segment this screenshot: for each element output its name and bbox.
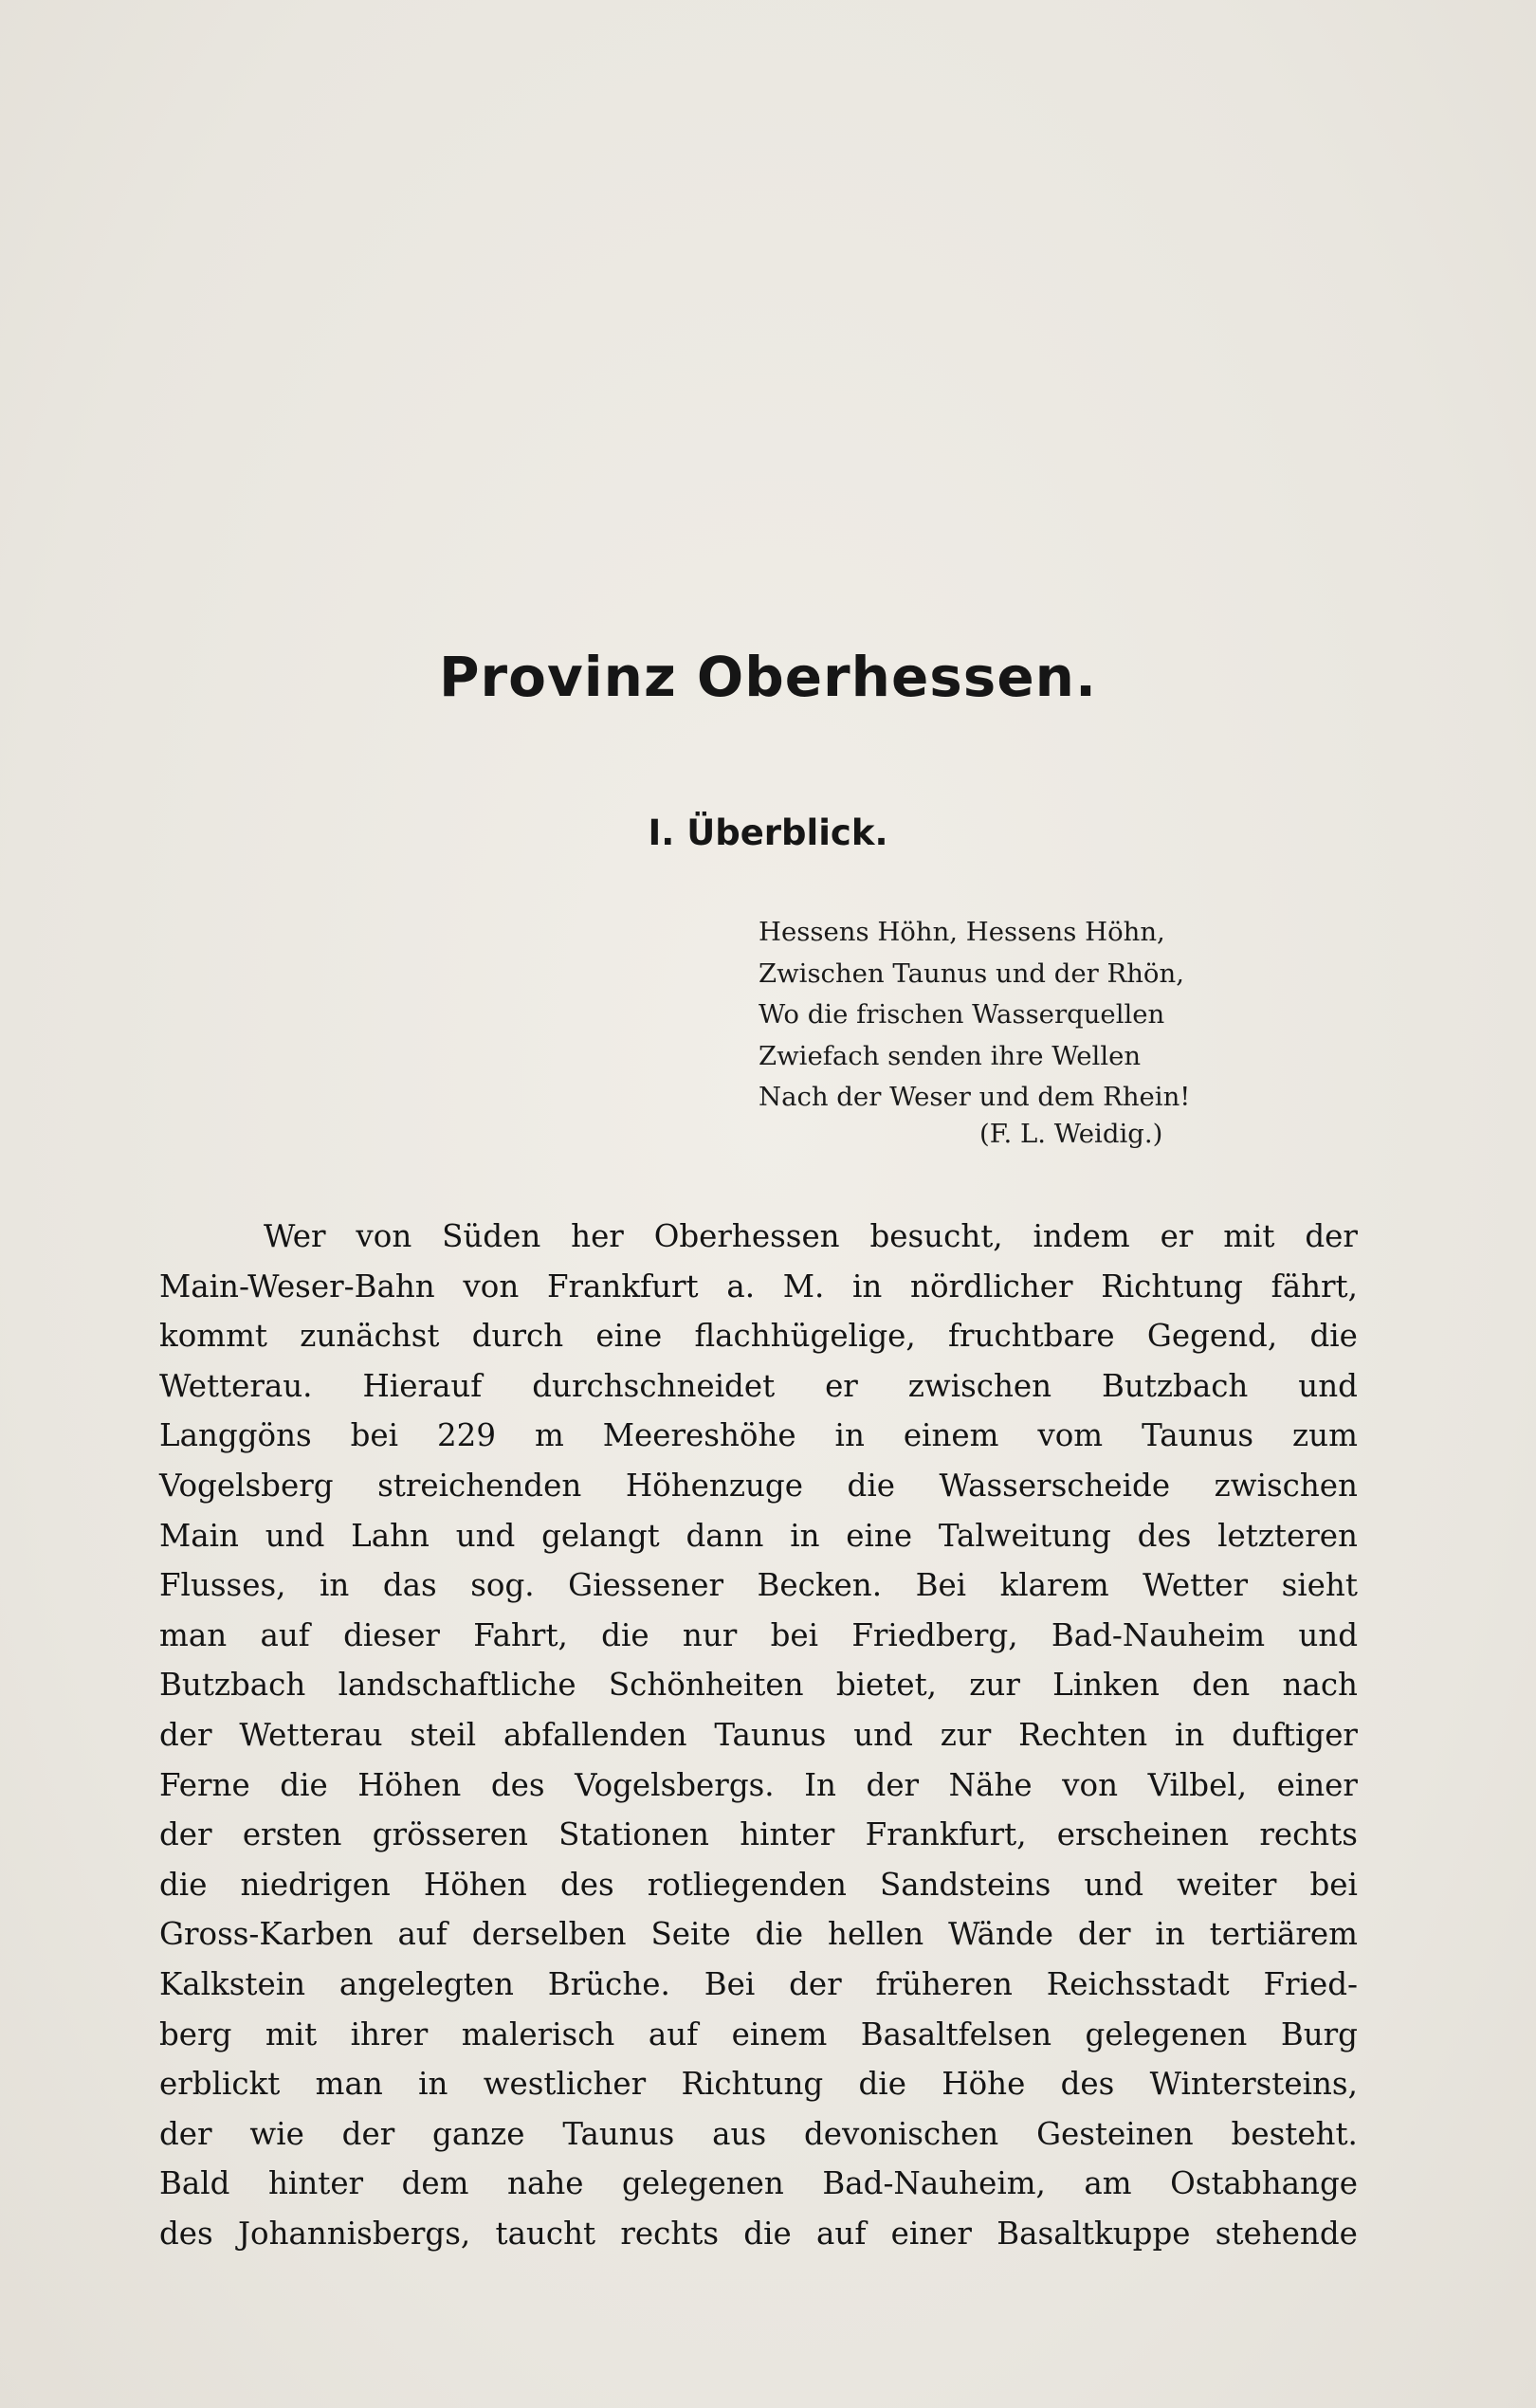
body-word: aus — [712, 2115, 767, 2152]
body-word: Seite — [650, 1916, 731, 1953]
body-line — [159, 2209, 1358, 2259]
body-word: und — [1084, 1866, 1144, 1903]
body-word: Kalkstein — [159, 1965, 306, 2002]
body-word: von — [463, 1268, 520, 1304]
body-word: die — [601, 1616, 649, 1653]
body-word: Richtung — [1101, 1268, 1243, 1304]
body-word: Höhenzuge — [625, 1467, 803, 1504]
body-word: hellen — [828, 1916, 924, 1953]
body-word: streichenden — [377, 1467, 582, 1504]
body-word: einem — [903, 1417, 999, 1454]
body-word: früheren — [875, 1965, 1013, 2002]
body-word: letzteren — [1217, 1517, 1358, 1554]
body-word: rechts — [620, 2215, 720, 2252]
body-word: auf — [397, 1916, 448, 1953]
body-line — [159, 1960, 1358, 2010]
body-word: In — [804, 1766, 836, 1803]
body-word: besteht. — [1231, 2115, 1358, 2152]
body-word: der — [159, 2115, 212, 2152]
body-word: Langgöns — [159, 1417, 312, 1454]
body-word: auf — [260, 1616, 310, 1653]
body-word: Taunus — [1142, 1417, 1254, 1454]
body-word: eine — [846, 1517, 913, 1554]
body-word: bei — [770, 1616, 819, 1653]
body-word: berg — [159, 2016, 232, 2052]
body-line — [159, 2109, 1358, 2160]
body-word: Höhen — [423, 1866, 527, 1903]
body-word: gelegenen — [622, 2165, 784, 2202]
body-word: sog. — [470, 1567, 535, 1604]
body-word: besucht, — [869, 1218, 1003, 1254]
body-word: Oberhessen — [653, 1218, 840, 1254]
body-word: Frankfurt, — [865, 1816, 1027, 1853]
poem-line: Nach der Weser und dem Rhein! — [759, 1082, 1191, 1112]
body-word: man — [159, 1616, 228, 1653]
body-word: m — [534, 1417, 564, 1454]
body-word: der — [159, 1816, 212, 1853]
body-word: Burg — [1280, 2016, 1358, 2052]
body-word: her — [571, 1218, 624, 1254]
body-word: einem — [731, 2016, 828, 2052]
body-word: die — [847, 1467, 895, 1504]
body-word: Flusses, — [159, 1567, 286, 1604]
body-word: Höhe — [942, 2066, 1026, 2103]
body-word: zwischen — [907, 1367, 1052, 1404]
page-title: Provinz Oberhessen. — [439, 645, 1097, 709]
body-word: in — [790, 1517, 820, 1554]
body-word: westlicher — [483, 2066, 647, 2103]
body-word: Gross-Karben — [159, 1916, 374, 1953]
body-word: Ferne — [159, 1766, 250, 1803]
body-word: der — [1305, 1218, 1358, 1254]
body-word: kommt — [159, 1318, 267, 1355]
body-word: einer — [890, 2215, 972, 2252]
body-word: in — [834, 1417, 865, 1454]
body-line — [159, 1262, 1358, 1312]
body-word: Butzbach — [159, 1667, 306, 1704]
body-line — [159, 1611, 1358, 1661]
body-word: indem — [1033, 1218, 1130, 1254]
body-word: Taunus — [714, 1716, 827, 1753]
body-line — [159, 1212, 1358, 1262]
body-word: Richtung — [681, 2066, 824, 2103]
body-word: Bad-Nauheim — [1051, 1616, 1266, 1653]
body-line — [159, 2059, 1358, 2109]
body-word: fruchtbare — [947, 1318, 1115, 1355]
body-word: derselben — [471, 1916, 627, 1953]
body-word: am — [1084, 2165, 1132, 2202]
body-word: ersten — [242, 1816, 342, 1853]
body-word: man — [315, 2066, 383, 2103]
body-word: Hierauf — [362, 1367, 483, 1404]
body-word: Linken — [1052, 1667, 1160, 1704]
body-word: die — [858, 2066, 906, 2103]
body-word: Süden — [442, 1218, 541, 1254]
body-word: angelegten — [338, 1965, 514, 2002]
body-word: Becken. — [757, 1567, 883, 1604]
body-word: Wasserscheide — [939, 1467, 1171, 1504]
body-word: taucht — [495, 2215, 596, 2252]
body-word: die — [755, 1916, 804, 1953]
body-word: und — [853, 1716, 913, 1753]
body-line — [159, 1461, 1358, 1511]
body-word: Fahrt, — [473, 1616, 568, 1653]
body-word: landschaftliche — [338, 1667, 576, 1704]
body-word: Nähe — [948, 1766, 1033, 1803]
body-word: stehende — [1215, 2215, 1358, 2252]
section-heading: I. Überblick. — [648, 812, 888, 853]
body-word: devonischen — [803, 2115, 999, 2152]
body-word: in — [1175, 1716, 1205, 1753]
body-word: Wetterau. — [159, 1367, 313, 1404]
body-word: Lahn — [351, 1517, 430, 1554]
body-word: gelegenen — [1085, 2016, 1248, 2052]
body-word: Stationen — [558, 1816, 709, 1853]
body-word: nur — [682, 1616, 738, 1653]
poem-line: Zwischen Taunus und der Rhön, — [759, 958, 1184, 989]
body-word: niedrigen — [240, 1866, 391, 1903]
body-word: Gegend, — [1146, 1318, 1278, 1355]
body-word: Reichsstadt — [1046, 1965, 1230, 2002]
poem-line: Zwiefach senden ihre Wellen — [759, 1040, 1142, 1071]
body-word: Talweitung — [938, 1517, 1111, 1554]
body-word: Taunus — [562, 2115, 675, 2152]
body-word: Ostabhange — [1170, 2165, 1358, 2202]
body-word: Wände — [948, 1916, 1053, 1953]
poem-line: Hessens Höhn, Hessens Höhn, — [759, 917, 1165, 947]
body-word: Frankfurt — [546, 1268, 699, 1304]
body-word: zur — [969, 1667, 1020, 1704]
body-word: nördlicher — [910, 1268, 1073, 1304]
body-line — [159, 1760, 1358, 1811]
body-word: a. — [726, 1268, 756, 1304]
body-line — [159, 1810, 1358, 1860]
body-word: vom — [1037, 1417, 1104, 1454]
body-word: in — [852, 1268, 883, 1304]
body-word: Basaltfelsen — [860, 2016, 1052, 2052]
body-word: Bei — [704, 1965, 756, 2002]
body-word: zum — [1292, 1417, 1358, 1454]
body-word: von — [1062, 1766, 1119, 1803]
body-word: Schönheiten — [608, 1667, 804, 1704]
body-word: Gesteinen — [1036, 2115, 1194, 2152]
body-word: auf — [648, 2016, 699, 2052]
body-line — [159, 1660, 1358, 1710]
body-line — [159, 1560, 1358, 1611]
body-word: Basaltkuppe — [997, 2215, 1191, 2252]
body-word: erscheinen — [1056, 1816, 1230, 1853]
body-word: klarem — [999, 1567, 1109, 1604]
body-word: Meereshöhe — [602, 1417, 796, 1454]
body-word: das — [382, 1567, 437, 1604]
body-word: gelangt — [541, 1517, 660, 1554]
body-word: grösseren — [372, 1816, 528, 1853]
body-word: dieser — [343, 1616, 440, 1653]
body-word: einer — [1276, 1766, 1358, 1803]
body-line — [159, 1361, 1358, 1412]
body-word: fährt, — [1271, 1268, 1358, 1304]
body-word: dann — [686, 1517, 764, 1554]
body-word: Vogelsberg — [159, 1467, 334, 1504]
body-word: eine — [595, 1318, 663, 1355]
body-word: ihrer — [350, 2016, 429, 2052]
body-word: durchschneidet — [532, 1367, 776, 1404]
body-line — [159, 1411, 1358, 1461]
body-word: der — [1077, 1916, 1131, 1953]
body-word: malerisch — [461, 2016, 615, 2052]
body-word: Wer — [264, 1218, 326, 1254]
body-word: nahe — [507, 2165, 584, 2202]
body-word: des — [559, 1866, 614, 1903]
body-word: Höhen — [357, 1766, 462, 1803]
body-word: zwischen — [1214, 1467, 1358, 1504]
body-word: rotliegenden — [647, 1866, 847, 1903]
body-word: mit — [265, 2016, 318, 2052]
body-word: Wetterau — [239, 1716, 383, 1753]
body-word: Fried- — [1263, 1965, 1358, 2002]
body-word: Giessener — [568, 1567, 724, 1604]
body-word: Bei — [915, 1567, 967, 1604]
body-word: abfallenden — [503, 1716, 687, 1753]
body-word: Wintersteins, — [1149, 2066, 1358, 2103]
body-word: ganze — [432, 2115, 525, 2152]
body-word: bei — [350, 1417, 399, 1454]
body-word: Sandsteins — [879, 1866, 1051, 1903]
body-line — [159, 2159, 1358, 2209]
body-word: tertiärem — [1209, 1916, 1358, 1953]
body-word: des — [159, 2215, 213, 2252]
poem-line: Wo die frischen Wasserquellen — [759, 999, 1165, 1030]
body-word: rechts — [1259, 1816, 1358, 1853]
body-word: mit — [1223, 1218, 1275, 1254]
body-word: in — [320, 1567, 350, 1604]
body-word: bei — [1309, 1866, 1358, 1903]
body-line — [159, 1311, 1358, 1361]
body-word: den — [1192, 1667, 1251, 1704]
body-word: und — [455, 1517, 516, 1554]
body-word: der — [789, 1965, 842, 2002]
body-word: der — [159, 1716, 212, 1753]
body-word: Rechten — [1018, 1716, 1148, 1753]
body-word: Butzbach — [1102, 1367, 1249, 1404]
body-word: auf — [816, 2215, 867, 2252]
body-word: Vilbel, — [1147, 1766, 1248, 1803]
body-word: flachhügelige, — [694, 1318, 916, 1355]
body-line — [159, 1710, 1358, 1760]
body-word: steil — [410, 1716, 477, 1753]
body-word: wie — [249, 2115, 304, 2152]
body-word: die — [159, 1866, 208, 1903]
body-word: in — [1155, 1916, 1185, 1953]
body-word: und — [1298, 1367, 1358, 1404]
body-word: er — [825, 1367, 858, 1404]
body-word: Bad-Nauheim, — [822, 2165, 1046, 2202]
body-word: von — [356, 1218, 412, 1254]
body-word: Friedberg, — [851, 1616, 1018, 1653]
body-word: Johannisbergs, — [238, 2215, 471, 2252]
body-word: und — [265, 1517, 325, 1554]
body-word: die — [1309, 1318, 1358, 1355]
body-word: er — [1160, 1218, 1194, 1254]
body-line — [159, 1860, 1358, 1910]
body-word: Brüche. — [547, 1965, 670, 2002]
body-word: erblickt — [159, 2066, 281, 2103]
body-line — [159, 1511, 1358, 1561]
body-word: Wetter — [1143, 1567, 1249, 1604]
body-word: der — [341, 2115, 395, 2152]
body-word: hinter — [740, 1816, 835, 1853]
body-word: bietet, — [835, 1667, 937, 1704]
body-word: duftiger — [1232, 1716, 1358, 1753]
body-word: weiter — [1177, 1866, 1277, 1903]
body-paragraph — [159, 1212, 1358, 2258]
body-word: dem — [401, 2165, 469, 2202]
body-word: Bald — [159, 2165, 230, 2202]
body-line — [159, 2010, 1358, 2060]
epigraph-poem — [759, 912, 1190, 1119]
body-word: M. — [782, 1268, 825, 1304]
body-word: Main — [159, 1517, 239, 1554]
body-word: des — [1060, 2066, 1115, 2103]
body-word: der — [866, 1766, 920, 1803]
body-word: sieht — [1281, 1567, 1358, 1604]
body-word: Main-Weser-Bahn — [159, 1268, 435, 1304]
body-word: nach — [1282, 1667, 1358, 1704]
body-word: des — [1137, 1517, 1192, 1554]
body-line — [159, 1909, 1358, 1960]
body-word: in — [418, 2066, 448, 2103]
body-word: des — [490, 1766, 545, 1803]
body-word: die — [743, 2215, 792, 2252]
body-word: hinter — [268, 2165, 364, 2202]
body-word: zunächst — [300, 1318, 440, 1355]
body-word: zur — [940, 1716, 992, 1753]
body-word: Vogelsbergs. — [575, 1766, 775, 1803]
body-word: die — [280, 1766, 328, 1803]
body-word: durch — [471, 1318, 564, 1355]
poem-attribution: (F. L. Weidig.) — [979, 1119, 1163, 1149]
body-word: und — [1298, 1616, 1358, 1653]
body-word: 229 — [437, 1417, 497, 1454]
